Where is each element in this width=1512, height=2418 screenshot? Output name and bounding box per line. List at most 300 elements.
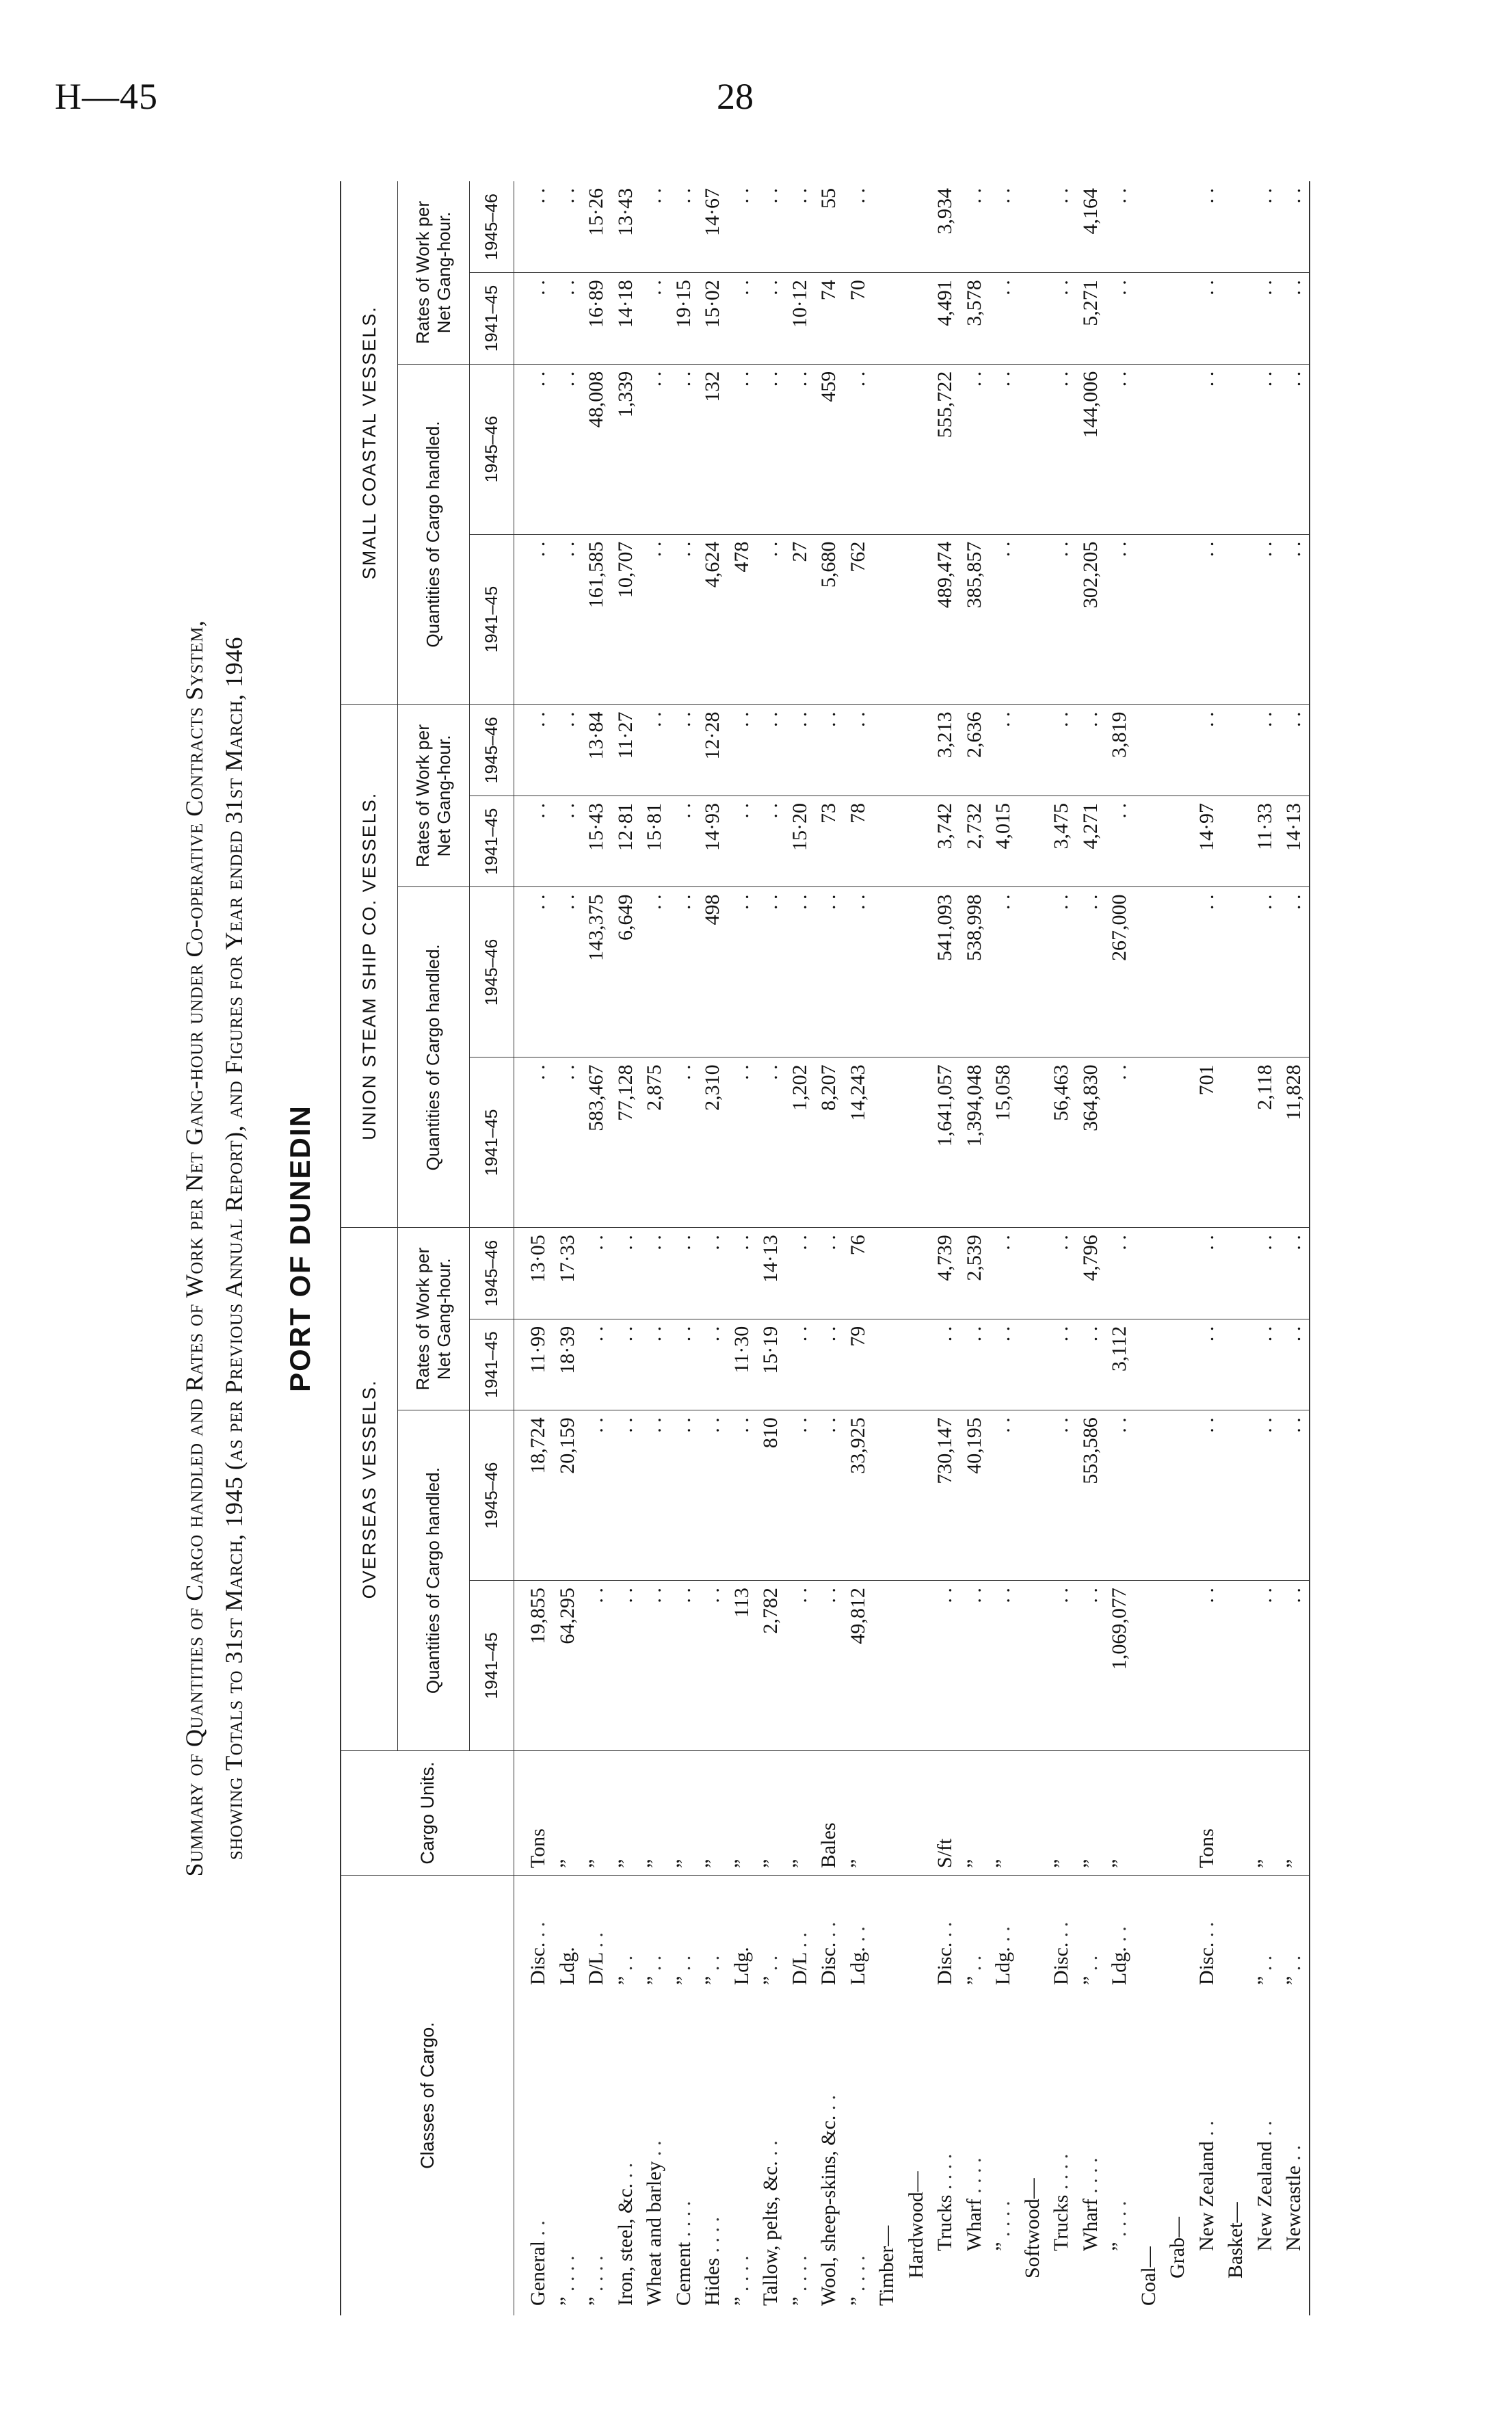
header-coastal-rates: Rates of Work per Net Gang-hour. [398,181,470,364]
cargo-unit-cell: Tons [1193,1751,1222,1876]
leader-dots: . . [613,1955,637,1976]
value-cell: 267,000 [1105,887,1135,1057]
cargo-class-cell [1279,1876,1310,2315]
value-cell: 2,310 [698,1057,728,1228]
leader-dots: . . . . [962,2157,985,2199]
value-cell: . . [640,273,669,365]
value-cell: . . [756,364,786,534]
table-row [1076,181,1106,2315]
header-small-coastal-vessels: SMALL COASTAL VESSELS. [341,181,398,705]
value-cell: 2,118 [1251,1057,1280,1228]
value-cell [1221,534,1251,705]
value-cell: . . [756,534,786,705]
value-cell: . . [1193,1319,1222,1410]
operation-label: ” [613,1975,637,1986]
value-cell [1221,364,1251,534]
value-cell: . . [814,1410,844,1581]
leader-dots: . . . . [672,2200,695,2242]
value-cell: . . [514,705,553,796]
value-cell: . . [1193,181,1222,273]
value-cell [1018,1319,1048,1410]
value-cell [1135,1319,1164,1410]
value-cell: 13·05 [514,1228,553,1319]
value-cell: . . [514,273,553,365]
value-cell: . . [989,364,1018,534]
operation-label: ” [1253,1975,1276,1986]
value-cell [873,1228,902,1319]
value-cell [1163,364,1193,534]
value-cell: . . [756,273,786,365]
operation-label: D/L [585,1952,607,1986]
value-cell: . . [1251,273,1280,365]
value-cell: . . [814,1319,844,1410]
value-cell: . . [1105,1228,1135,1319]
value-cell: . . [514,887,553,1057]
value-cell [1221,273,1251,365]
value-cell: . . [1279,181,1310,273]
value-cell: 70 [844,273,873,365]
value-cell [1135,887,1164,1057]
value-cell [1018,1228,1048,1319]
value-cell: . . [582,1410,611,1581]
value-cell: 541,093 [931,887,960,1057]
value-cell [1018,273,1048,365]
value-cell: . . [1076,705,1106,796]
value-cell: . . [1047,887,1076,1057]
value-cell: . . [960,364,990,534]
value-cell: . . [1193,887,1222,1057]
leader-dots: . . . . [1108,2200,1130,2242]
value-cell: 14·13 [1279,796,1310,887]
value-cell: 18·39 [553,1319,583,1410]
header-year: 1945–46 [470,887,514,1057]
value-cell: 144,006 [1076,364,1106,534]
value-cell [1018,705,1048,796]
value-cell [873,181,902,273]
leader-dots: . . . . [585,2255,607,2297]
value-cell: . . [756,796,786,887]
value-cell: . . [728,364,757,534]
table-row [756,181,786,2315]
value-cell: 4,015 [989,796,1018,887]
cargo-unit-cell: ” [756,1751,786,1876]
value-cell: 3,934 [931,181,960,273]
value-cell [902,1228,931,1319]
cargo-class-cell [902,1876,931,2315]
operation-label: Disc. [1050,1942,1072,1986]
value-cell: 538,998 [960,887,990,1057]
leader-dots: . . [1282,1955,1305,1976]
cargo-class-cell [1076,1876,1106,2315]
value-cell: . . [669,887,699,1057]
leader-dots: . . [527,1921,549,1943]
leader-dots: . . [1195,2120,1218,2142]
value-cell: . . [698,1228,728,1319]
value-cell: . . [728,1228,757,1319]
cargo-class-cell [1105,1876,1135,2315]
cargo-class-cell [669,1876,699,2315]
operation-label: Ldg. [992,1947,1014,1986]
value-cell: 3,819 [1105,705,1135,796]
value-cell: . . [728,181,757,273]
value-cell: . . [640,1581,669,1751]
value-cell [902,705,931,796]
value-cell: . . [669,364,699,534]
leader-dots: . . [1253,2120,1276,2142]
cargo-unit-cell: ” [1279,1751,1310,1876]
value-cell: . . [1251,887,1280,1057]
value-cell [1221,1057,1251,1228]
value-cell: 161,585 [582,534,611,705]
value-cell: 20,159 [553,1410,583,1581]
table-row [669,181,699,2315]
value-cell: 385,857 [960,534,990,705]
value-cell [1018,364,1048,534]
value-cell: . . [786,1228,815,1319]
value-cell: . . [669,1581,699,1751]
value-cell: . . [931,1319,960,1410]
value-cell [902,796,931,887]
value-cell [873,1410,902,1581]
value-cell: . . [698,1410,728,1581]
header-coastal-quantities: Quantities of Cargo handled. [398,364,470,705]
value-cell: 14·93 [698,796,728,887]
value-cell: 4,624 [698,534,728,705]
cargo-class-name: Newcastle [1282,2166,1305,2251]
cargo-class-cell [640,1876,669,2315]
leader-dots: . . [1050,1921,1072,1943]
value-cell: . . [1047,1410,1076,1581]
cargo-class-cell [989,1876,1018,2315]
value-cell [1018,1410,1048,1581]
value-cell: . . [553,887,583,1057]
cargo-class-name: Trucks [933,2194,956,2251]
cargo-class-cell [728,1876,757,2315]
value-cell: . . [1193,1410,1222,1581]
value-cell: . . [728,273,757,365]
value-cell: . . [756,1057,786,1228]
value-cell: . . [669,1057,699,1228]
value-cell: 27 [786,534,815,705]
value-cell: . . [669,705,699,796]
value-cell: . . [611,1319,641,1410]
leader-dots: . . [846,1926,869,1947]
header-year: 1941–45 [470,1057,514,1228]
table-row [786,181,815,2315]
cargo-class-cell [1251,1876,1280,2315]
value-cell: 4,491 [931,273,960,365]
cargo-class-cell [873,1876,902,2315]
value-cell: 3,475 [1047,796,1076,887]
cargo-class-name: ” [555,2296,579,2306]
cargo-unit-cell: ” [611,1751,641,1876]
value-cell [1221,1319,1251,1410]
table-row [960,181,990,2315]
operation-label: ” [962,1975,985,1986]
value-cell [1163,273,1193,365]
rotated-table-sheet [161,181,1481,2315]
value-cell [1163,1228,1193,1319]
value-cell: 15,058 [989,1057,1018,1228]
cargo-class-name: Hides [701,2258,724,2306]
cargo-unit-cell: ” [844,1751,873,1876]
cargo-class-name: Grab— [1166,2217,1189,2278]
value-cell: 364,830 [1076,1057,1106,1228]
value-cell [1221,796,1251,887]
cargo-unit-cell: ” [1076,1751,1106,1876]
value-cell: . . [844,705,873,796]
table-row [1135,181,1164,2315]
value-cell: . . [640,1228,669,1319]
value-cell [1221,1410,1251,1581]
table-row [1193,181,1222,2315]
leader-dots: . . [672,1955,695,1976]
value-cell: . . [1076,1319,1106,1410]
cargo-unit-cell: Tons [514,1751,553,1876]
value-cell: 2,732 [960,796,990,887]
value-cell: 478 [728,534,757,705]
value-cell: . . [1251,1319,1280,1410]
value-cell: 78 [844,796,873,887]
value-cell: . . [786,1581,815,1751]
value-cell: . . [960,181,990,273]
value-cell: . . [669,534,699,705]
value-cell: . . [728,1410,757,1581]
cargo-class-name: New Zealand [1253,2141,1276,2251]
value-cell: . . [640,1319,669,1410]
operation-label: Ldg. [1108,1947,1130,1986]
value-cell: . . [1193,1228,1222,1319]
value-cell: . . [786,887,815,1057]
leader-dots: . . [701,1955,724,1976]
cargo-class-cell [1018,1876,1048,2315]
value-cell: . . [640,181,669,273]
value-cell: 1,394,048 [960,1057,990,1228]
value-cell: . . [1251,364,1280,534]
table-row [553,181,583,2315]
value-cell: . . [1279,1319,1310,1410]
value-cell: . . [1105,534,1135,705]
value-cell: 76 [844,1228,873,1319]
value-cell: . . [1047,1319,1076,1410]
cargo-class-cell [1193,1876,1222,2315]
header-union-steam-ship-vessels: UNION STEAM SHIP CO. VESSELS. [341,705,398,1228]
value-cell: 19·15 [669,273,699,365]
value-cell: 583,467 [582,1057,611,1228]
value-cell: . . [698,1319,728,1410]
value-cell: . . [1105,796,1135,887]
leader-dots: . . [1195,1921,1218,1943]
value-cell: . . [1047,364,1076,534]
value-cell [902,273,931,365]
value-cell [1163,1581,1193,1751]
value-cell: 498 [698,887,728,1057]
value-cell: 56,463 [1047,1057,1076,1228]
table-row [1018,181,1048,2315]
value-cell: 12·28 [698,705,728,796]
cargo-unit-cell: ” [1105,1751,1135,1876]
cargo-class-name: ” [585,2296,607,2306]
table-row [931,181,960,2315]
value-cell: . . [514,181,553,273]
leader-dots: . . [585,1932,607,1953]
value-cell: 4,796 [1076,1228,1106,1319]
value-cell: . . [553,181,583,273]
value-cell [1163,534,1193,705]
value-cell [902,1319,931,1410]
value-cell: 79 [844,1319,873,1410]
value-cell: 49,812 [844,1581,873,1751]
value-cell: . . [514,364,553,534]
value-cell: . . [989,1410,1018,1581]
value-cell: . . [553,796,583,887]
value-cell: 5,271 [1076,273,1106,365]
value-cell [1018,1057,1048,1228]
table-row [582,181,611,2315]
value-cell: 64,295 [553,1581,583,1751]
value-cell: . . [989,1228,1018,1319]
operation-label: ” [643,1975,665,1986]
header-year: 1941–45 [470,1319,514,1410]
value-cell: 762 [844,534,873,705]
leader-dots: . . . . [701,2217,724,2258]
port-title: PORT OF DUNEDIN [284,1105,316,1392]
cargo-unit-cell [873,1751,902,1876]
value-cell: . . [989,1319,1018,1410]
value-cell: . . [1105,1410,1135,1581]
cargo-unit-cell: ” [698,1751,728,1876]
table-row [728,181,757,2315]
cargo-class-name: General [527,2241,549,2306]
operation-label: Ldg. [846,1947,869,1986]
operation-label: Ldg. [730,1947,753,1986]
value-cell: 16·89 [582,273,611,365]
header-row-groups [341,181,398,2315]
value-cell: . . [669,1319,699,1410]
value-cell [1018,181,1048,273]
value-cell: . . [1193,364,1222,534]
value-cell [1135,273,1164,365]
cargo-unit-cell [902,1751,931,1876]
cargo-unit-cell: ” [786,1751,815,1876]
cargo-class-name: Coal— [1137,2246,1160,2306]
leader-dots: . . [992,1926,1014,1947]
table-row [844,181,873,2315]
value-cell: 55 [814,181,844,273]
value-cell: . . [1279,364,1310,534]
value-cell [1018,887,1048,1057]
cargo-class-name: Hardwood— [904,2171,927,2278]
value-cell [1135,1057,1164,1228]
value-cell: 40,195 [960,1410,990,1581]
cargo-class-name: New Zealand [1195,2141,1218,2251]
value-cell: . . [756,181,786,273]
value-cell: . . [786,1410,815,1581]
value-cell [902,534,931,705]
cargo-unit-cell: S/ft [931,1751,960,1876]
value-cell [902,364,931,534]
header-overseas-quantities: Quantities of Cargo handled. [398,1410,470,1751]
value-cell [873,1581,902,1751]
value-cell: 15·81 [640,796,669,887]
value-cell [1135,796,1164,887]
value-cell: . . [514,796,553,887]
value-cell: . . [582,1228,611,1319]
leader-dots: . . [527,2220,549,2242]
header-year: 1945–46 [470,705,514,796]
value-cell: . . [1279,1581,1310,1751]
value-cell: . . [1251,1410,1280,1581]
value-cell [873,796,902,887]
value-cell: 14,243 [844,1057,873,1228]
value-cell [1163,796,1193,887]
value-cell: . . [844,181,873,273]
cargo-class-name: Cement [672,2242,695,2306]
value-cell: . . [640,1410,669,1581]
cargo-class-cell [698,1876,728,2315]
cargo-unit-cell: ” [553,1751,583,1876]
cargo-unit-cell: ” [669,1751,699,1876]
value-cell [902,1057,931,1228]
value-cell [873,1057,902,1228]
cargo-unit-cell [1221,1751,1251,1876]
value-cell [1135,364,1164,534]
cargo-unit-cell: Bales [814,1751,844,1876]
value-cell: 11·30 [728,1319,757,1410]
value-cell: 14·97 [1193,796,1222,887]
cargo-summary-table [340,181,1310,2315]
value-cell [1135,181,1164,273]
value-cell: . . [553,534,583,705]
leader-dots: . . [1108,1926,1130,1947]
value-cell: 1,069,077 [1105,1581,1135,1751]
value-cell: . . [1251,534,1280,705]
cargo-class-name: Wharf [1078,2198,1102,2251]
value-cell: . . [1105,181,1135,273]
cargo-class-cell [756,1876,786,2315]
cargo-unit-cell: ” [1047,1751,1076,1876]
cargo-class-name: Tallow, pelts, &c. [759,2161,782,2306]
leader-dots: . . [817,1921,840,1943]
operation-label: ” [672,1975,695,1986]
cargo-class-name: ” [730,2296,753,2306]
leader-dots: . . [817,2094,840,2116]
cargo-class-name: Wharf [962,2198,985,2251]
value-cell: 15·19 [756,1319,786,1410]
leader-dots: . . [759,2140,782,2161]
value-cell: . . [1251,181,1280,273]
value-cell: 11·99 [514,1319,553,1410]
value-cell: . . [814,705,844,796]
value-cell: 74 [814,273,844,365]
leader-dots: . . [613,2162,637,2183]
cargo-class-cell [1221,1876,1251,2315]
value-cell: 553,586 [1076,1410,1106,1581]
value-cell [1018,534,1048,705]
value-cell: 19,855 [514,1581,553,1751]
value-cell: 77,128 [611,1057,641,1228]
value-cell: . . [669,181,699,273]
value-cell: . . [814,1581,844,1751]
value-cell: . . [514,534,553,705]
value-cell: . . [989,1581,1018,1751]
value-cell [1221,1581,1251,1751]
value-cell: . . [786,705,815,796]
leader-dots: . . . . [846,2255,869,2297]
document-title [174,181,254,2315]
value-cell: . . [931,1581,960,1751]
cargo-class-name: Iron, steel, &c. [613,2183,637,2306]
